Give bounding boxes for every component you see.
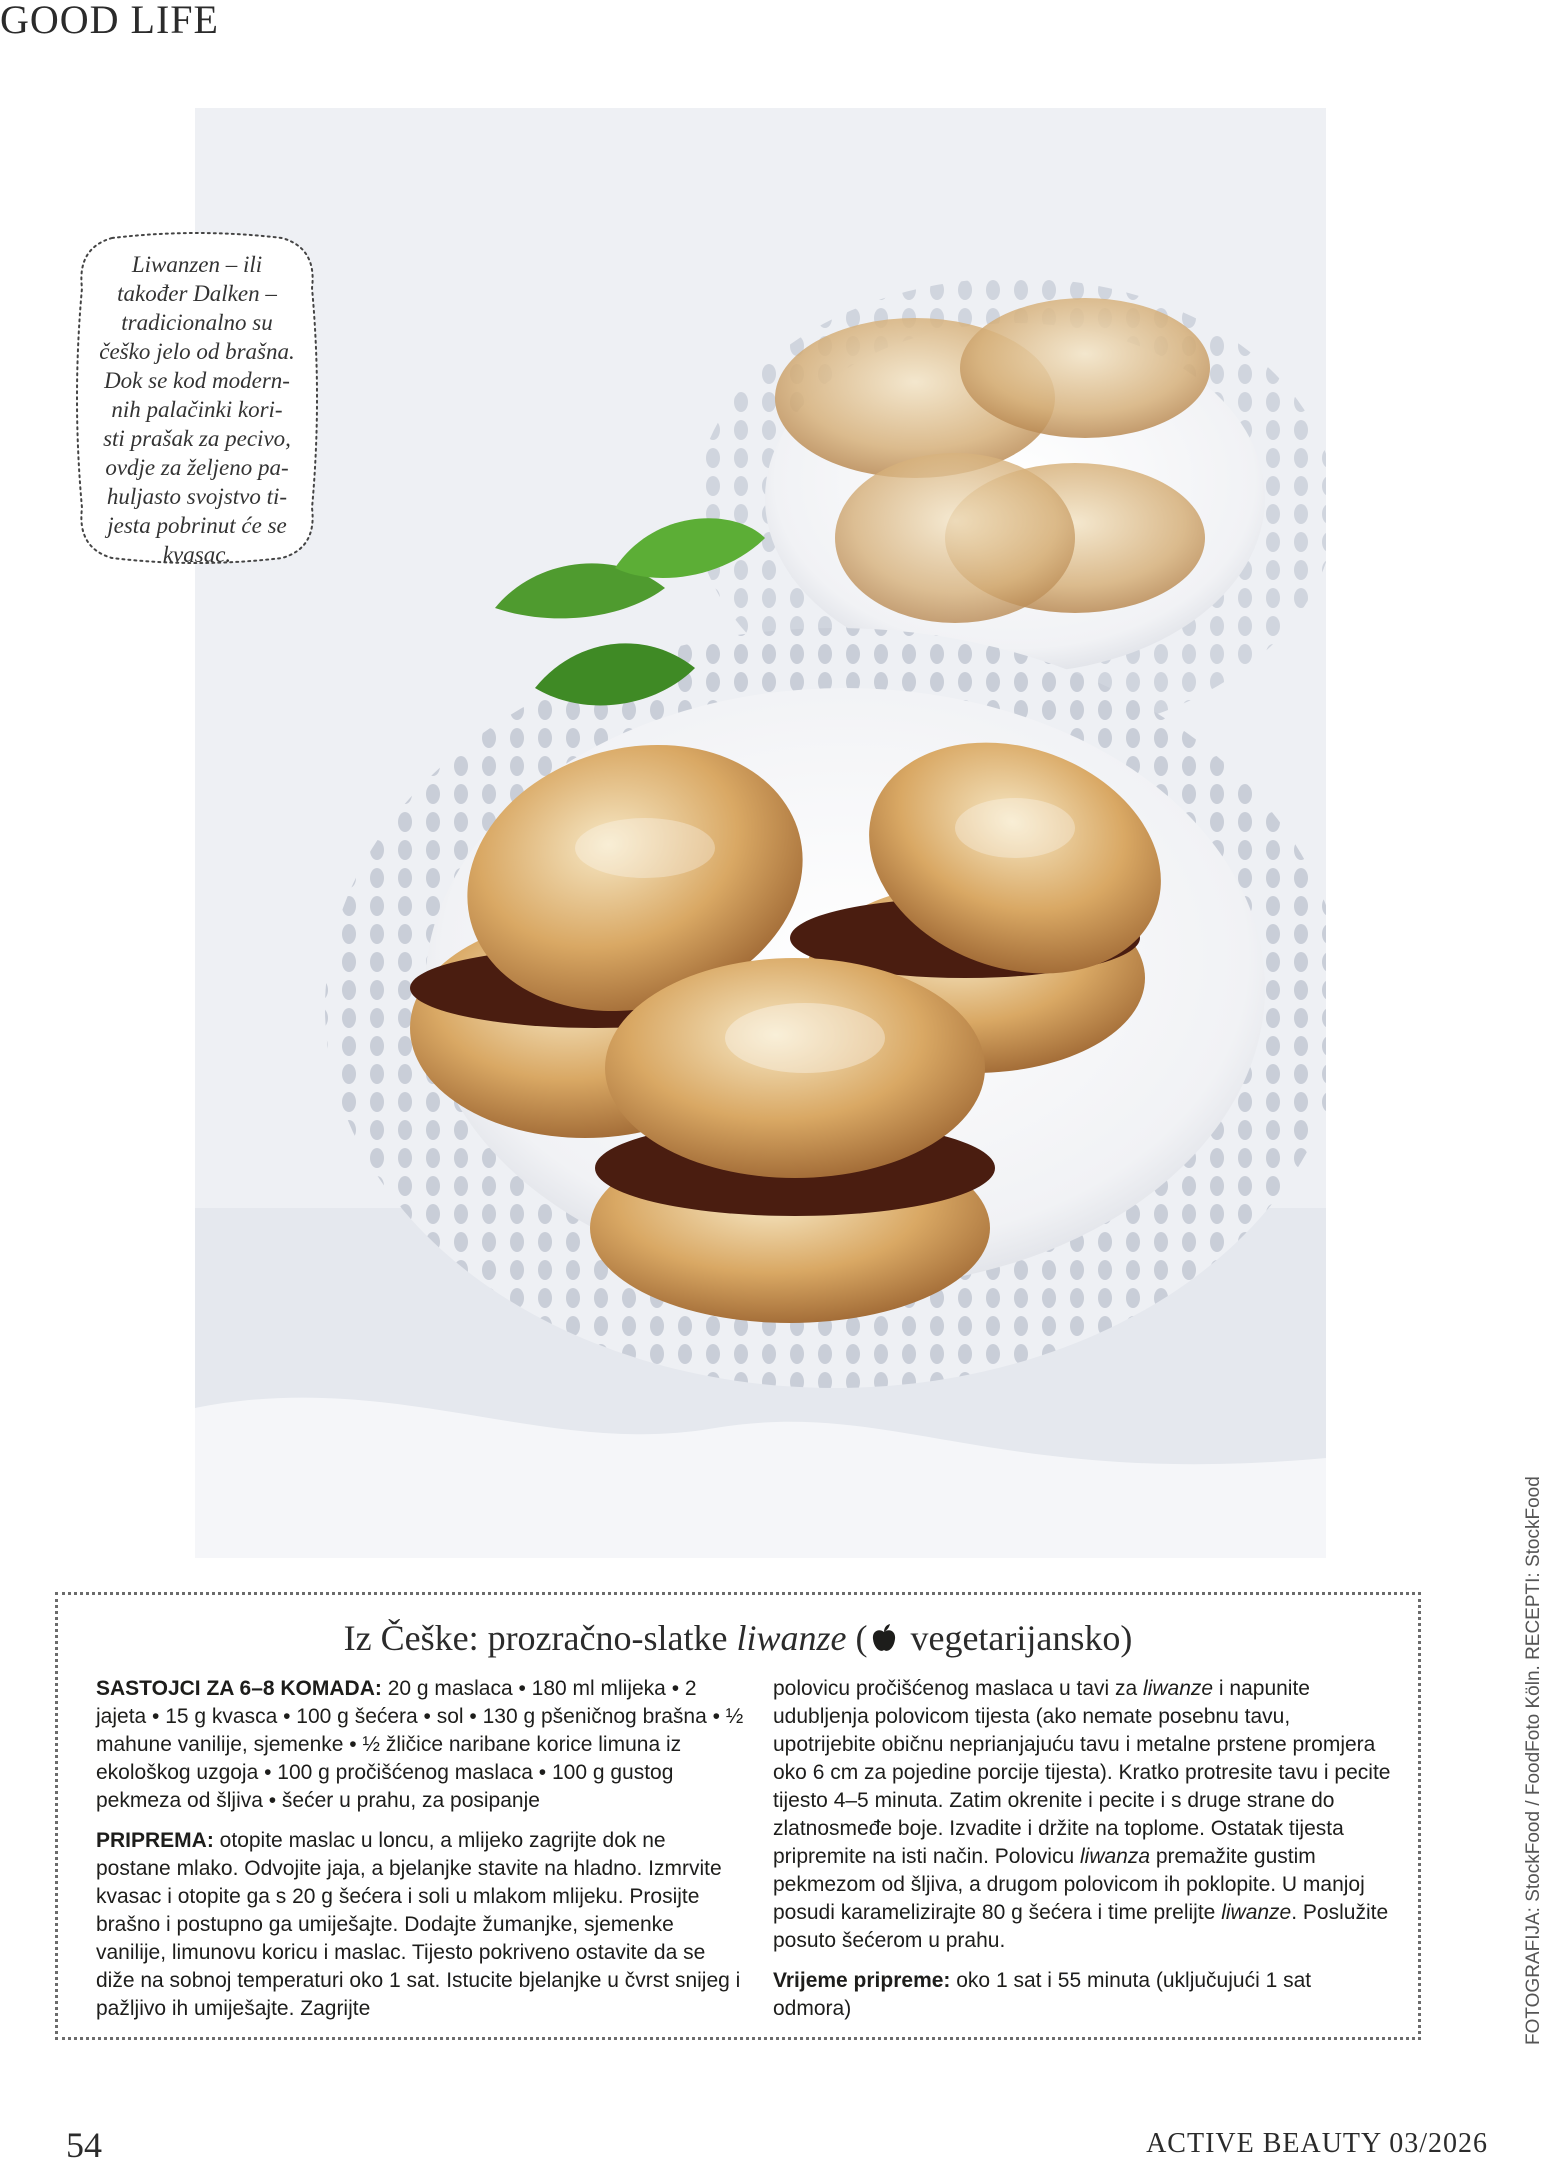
prep-time-text: oko 1 sat i 55 minuta (uključujući 1 sat odmora) (773, 1969, 1312, 2020)
prep-time-label: Vrijeme pripreme: (773, 1969, 951, 1992)
magazine-issue: ACTIVE BEAUTY 03/2026 (1146, 2128, 1488, 2159)
callout-text: Liwanzen – ili također Dalken – tradicionalno su češko jelo od brašna. Dok se kod modern- nih palačinki kori- sti prašak za pecivo, ovdje za željeno pa- huljasto svojstvo ti- jesta pobrinut će se kvasac. (99, 252, 295, 567)
prep-italic-2: liwanza (1079, 1845, 1151, 1868)
recipe-title-italic: liwanze (736, 1618, 847, 1658)
prep-text-1: polovicu pročišćenog maslaca u tavi za (773, 1677, 1144, 1700)
ingredients-label: SASTOJCI ZA 6–8 KOMADA: (96, 1677, 382, 1700)
recipe-column-right (773, 1675, 1393, 2023)
preparation-label: PRIPREMA: (96, 1829, 214, 1852)
pancakes-photo (195, 108, 1326, 1558)
ingredients-text: 20 g maslaca • 180 ml mlijeka • 2 jajeta • 15 g kvasca • 100 g šećera • sol • 130 g pšeničnog brašna • ½ mahune vanilije, sjemenke • ½ žličice naribane korice limuna iz ekološkog uzgoja • 100 g pročišćenog maslaca • 100 g gustog pekmeza od šljiva • šećer u prahu, za posipanje (96, 1677, 744, 1812)
ingredients-paragraph (96, 1675, 746, 1815)
recipe-title (58, 1617, 1418, 1659)
section-label: GOOD LIFE (0, 0, 219, 42)
prep-text-3: premažite gustim pekmezom od šljiva, a drugom polovicom ih poklopite. U manjoj posudi karamelizirajte 80 g šećera i time prelijte (773, 1845, 1365, 1924)
recipe-title-suffix: vegetarijansko) (901, 1618, 1133, 1658)
prep-text-2: i napunite udubljenja polovicom tijesta (ako nemate posebnu tavu, upotrijebite običnu neprianjajuću tavu i metalne prstene promjera oko 6 cm za pojedine porcije tijesta). Kratko protresite tavu i pecite tijesto 4–5 minuta. Zatim okrenite i pecite i s druge strane do zlatnosmeđe boje. Izvadite i držite na toplome. Ostatak tijesta pripremite na isti način. Polovicu (773, 1677, 1391, 1868)
prep-italic-3: liwanze (1221, 1901, 1292, 1924)
callout-bubble (72, 228, 322, 568)
page-number: 54 (66, 2125, 102, 2165)
apple-icon (871, 1624, 897, 1654)
prep-time-paragraph (773, 1967, 1393, 2023)
prep-text-4: . Poslužite posuto šećerom u prahu. (773, 1901, 1389, 1952)
recipe-title-open: ( (846, 1618, 868, 1658)
prep-italic-1: liwanze (1143, 1677, 1214, 1700)
preparation-text-left: otopite maslac u loncu, a mlijeko zagrijte dok ne postane mlako. Odvojite jaja, a bjelanjke stavite na hladno. Izmrvite kvasac i otopite ga s 20 g šećera i soli u mlakom mlijeku. Prosijte brašno i postupno ga umiješajte. Dodajte žumanjke, sjemenke vanilije, limunovu koricu i maslac. Tijesto pokriveno ostavite da se diže na sobnoj temperaturi oko 1 sat. Istucite bjelanjke u čvrst snijeg i pažljivo ih umiješajte. Zagrijte (96, 1829, 741, 2020)
recipe-title-prefix: Iz Češke: prozračno-slatke (343, 1618, 737, 1658)
recipe-box (55, 1592, 1421, 2040)
preparation-paragraph (96, 1827, 746, 2023)
photo-credit: FOTOGRAFIJA: StockFood / FoodFoto Köln. RECEPTI: StockFood (1523, 1476, 1544, 2045)
recipe-column-left (96, 1675, 746, 2023)
preparation-continued (773, 1675, 1393, 1955)
